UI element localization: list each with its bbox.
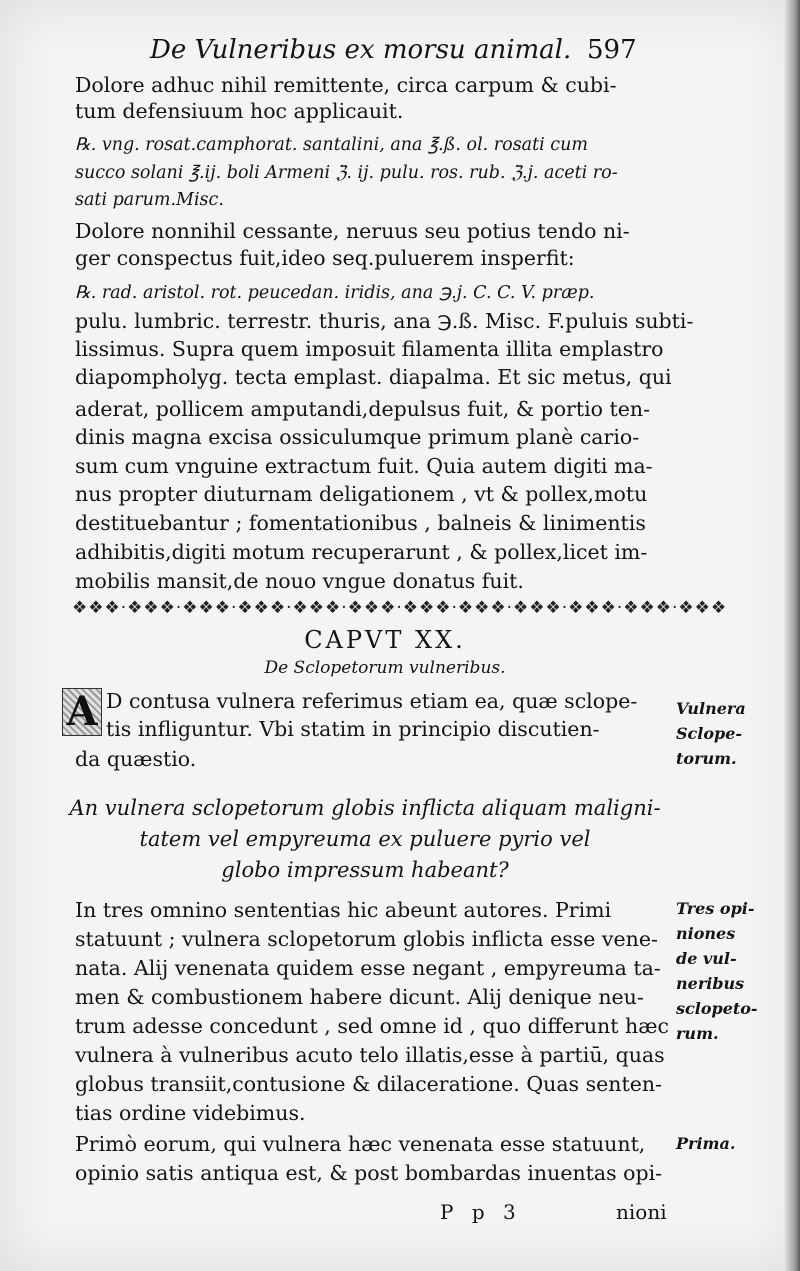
text-line: nata. Alij venenata quidem esse negant , empyreuma ta- (75, 956, 661, 980)
marginal-note-line: torum. (676, 749, 737, 768)
text-line: men & combustionem habere dicunt. Alij denique neu- (75, 985, 644, 1009)
signature-mark: P p 3 (440, 1200, 522, 1224)
text-line: ger conspectus fuit,ideo seq.puluerem insperfit: (75, 246, 575, 270)
marginal-note-line: sclopeto- (676, 999, 758, 1018)
marginal-note-line: de vul- (676, 949, 737, 968)
running-header (150, 34, 670, 66)
running-title: De Vulneribus ex morsu animal. (150, 35, 572, 65)
text-line: adhibitis,digiti motum recuperarunt , & pollex,licet im- (75, 540, 648, 564)
text-line: tias ordine videbimus. (75, 1101, 306, 1125)
text-line: Dolore nonnihil cessante, neruus seu potius tendo ni- (75, 219, 630, 243)
question-line: tatem vel empyreuma ex puluere pyrio vel (139, 827, 591, 851)
text-line: In tres omnino sententias hic abeunt autores. Primi (75, 898, 612, 922)
recipe-line: succo solani ℥.ij. boli Armeni ℨ. ij. pulu. ros. rub. ℨ.j. aceti ro- (75, 163, 618, 183)
chapter-subtitle: De Sclopetorum vulneribus. (264, 658, 506, 678)
text-line: opinio satis antiqua est, & post bombardas inuentas opi- (75, 1161, 663, 1185)
intro-line: da quæstio. (75, 747, 197, 771)
page-edge-shadow (784, 0, 800, 1271)
catchword: nioni (616, 1200, 667, 1224)
recipe-line: ℞. vng. rosat.camphorat. santalini, ana ℥.ß. ol. rosati cum (75, 135, 588, 155)
question-line: An vulnera sclopetorum globis inflicta aliquam maligni- (69, 796, 661, 820)
page-number: 597 (587, 35, 637, 65)
question-line: globo impressum habeant? (221, 858, 509, 882)
intro-line: D contusa vulnera referimus etiam ea, quæ sclope- (106, 689, 638, 713)
text-line: sum cum vnguine extractum fuit. Quia autem digiti ma- (75, 454, 653, 478)
ornamental-rule: ❖❖❖·❖❖❖·❖❖❖·❖❖❖·❖❖❖·❖❖❖·❖❖❖·❖❖❖·❖❖❖·❖❖❖·❖❖❖·❖❖❖ (72, 598, 728, 618)
intro-line: tis infliguntur. Vbi statim in principio discutien- (106, 717, 600, 741)
text-line: globus transiit,contusione & dilaceratione. Quas senten- (75, 1072, 662, 1096)
marginal-note-line: niones (676, 924, 736, 943)
text-line: vulnera à vulneribus acuto telo illatis,esse à partiū, quas (75, 1043, 665, 1067)
chapter-title: CAPVT XX. (304, 626, 466, 654)
text-line: mobilis mansit,de nouo vngue donatus fuit. (75, 569, 524, 593)
recipe-line: ℞. rad. aristol. rot. peucedan. iridis, ana ℈.j. C. C. V. præp. (75, 283, 595, 303)
text-line: pulu. lumbric. terrestr. thuris, ana ℈.ß. Misc. F.puluis subti- (75, 309, 694, 333)
marginal-note-line: Sclope- (676, 724, 743, 743)
text-line: tum defensiuum hoc applicauit. (75, 99, 404, 123)
marginal-note-line: Vulnera (676, 699, 746, 718)
text-line: Primò eorum, qui vulnera hæc venenata esse statuunt, (75, 1132, 646, 1156)
text-line: dinis magna excisa ossiculumque primum planè cario- (75, 425, 640, 449)
marginal-note-line: Tres opi- (676, 899, 755, 918)
text-line: trum adesse concedunt , sed omne id , quo differunt hæc (75, 1014, 669, 1038)
decorated-initial: A (62, 688, 102, 736)
marginal-note-line: neribus (676, 974, 745, 993)
marginal-note (676, 896, 786, 1046)
text-line: diapompholyg. tecta emplast. diapalma. Et sic metus, qui (75, 365, 672, 389)
marginal-note-line: Prima. (676, 1134, 736, 1153)
marginal-note (676, 696, 786, 771)
text-line: nus propter diuturnam deligationem , vt & pollex,motu (75, 482, 648, 506)
recipe-line: sati parum.Misc. (75, 190, 224, 210)
marginal-note (676, 1131, 786, 1156)
text-line: destituebantur ; fomentationibus , balneis & linimentis (75, 511, 646, 535)
text-line: Dolore adhuc nihil remittente, circa carpum & cubi- (75, 73, 617, 97)
text-line: lissimus. Supra quem imposuit filamenta illita emplastro (75, 337, 664, 361)
text-line: statuunt ; vulnera sclopetorum globis inflicta esse vene- (75, 927, 658, 951)
marginal-note-line: rum. (676, 1024, 719, 1043)
text-line: aderat, pollicem amputandi,depulsus fuit, & portio ten- (75, 397, 651, 421)
